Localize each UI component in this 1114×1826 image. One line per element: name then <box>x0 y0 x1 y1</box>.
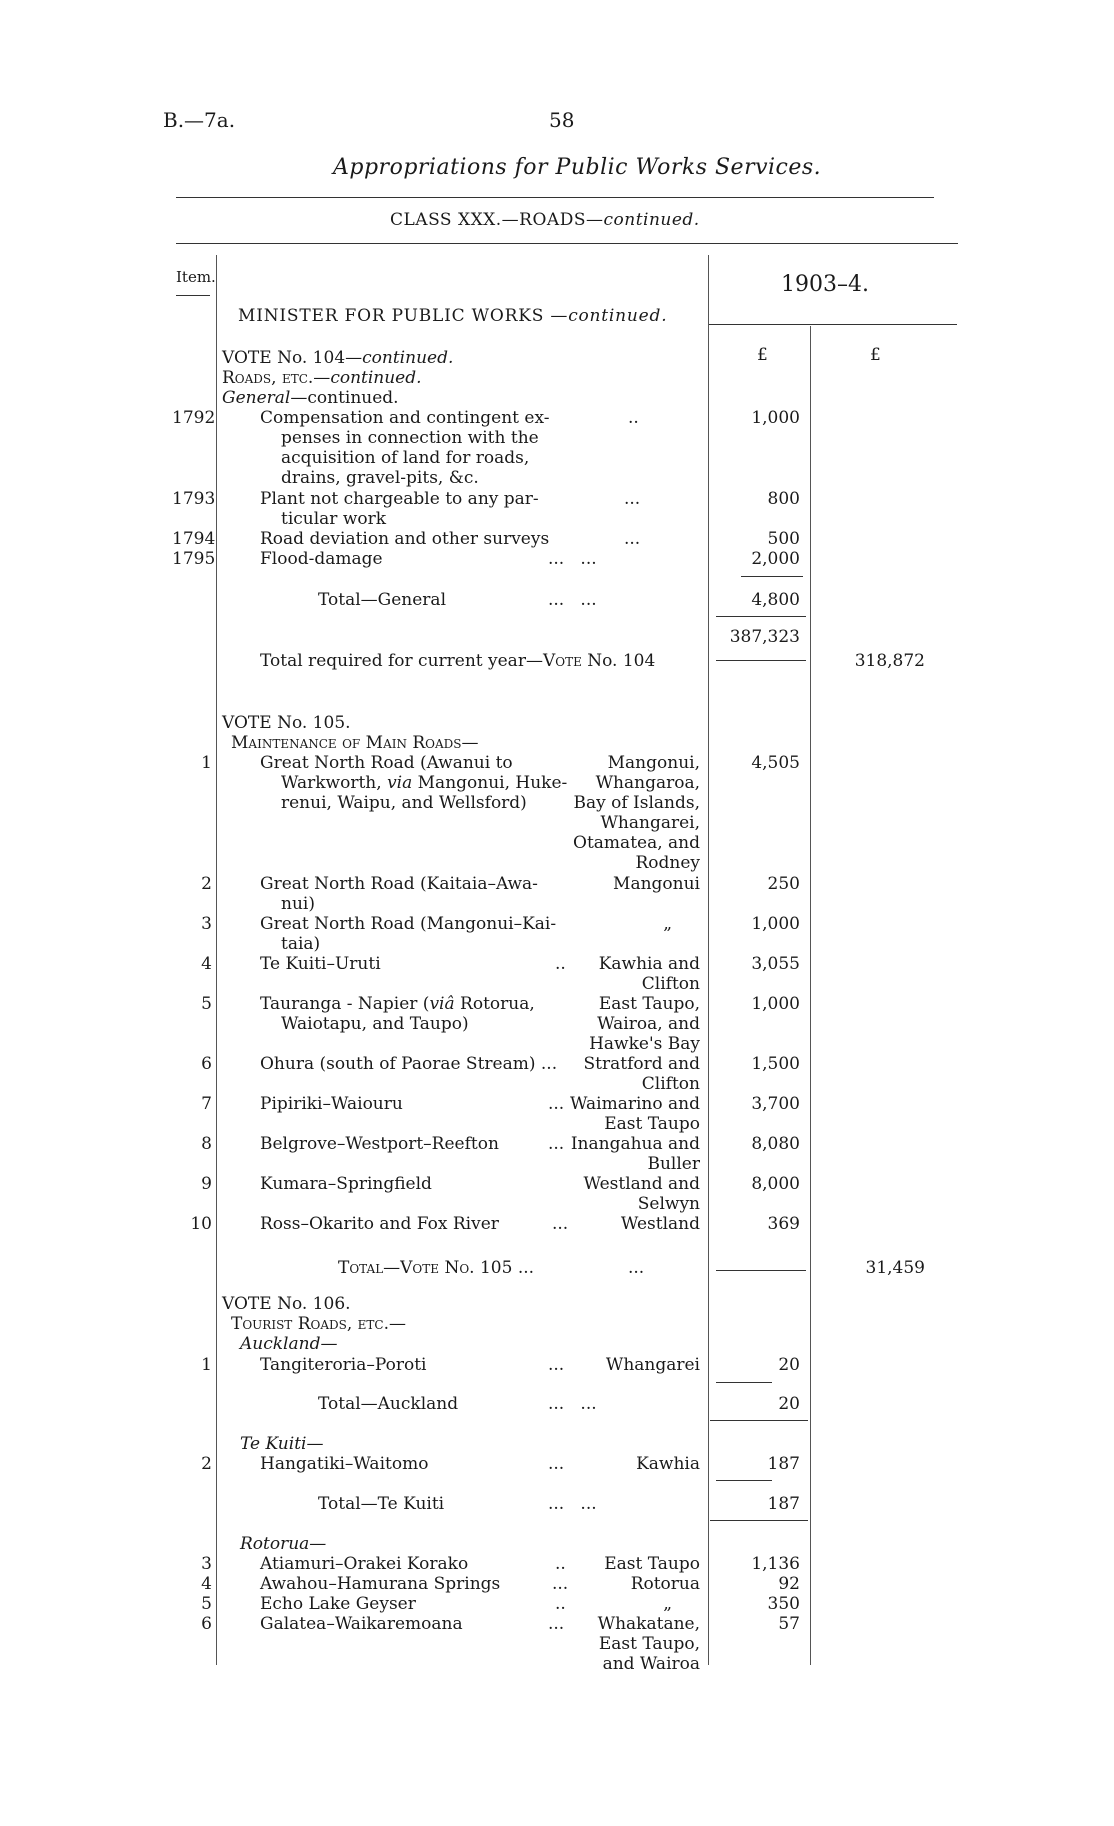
item-number: 1793 <box>172 489 216 509</box>
dots: ... <box>548 1355 565 1375</box>
vote106-heading: VOTE No. 106. <box>222 1294 351 1314</box>
rule <box>716 1382 772 1383</box>
rule <box>176 197 934 198</box>
dots: .. <box>628 408 639 428</box>
amount: 4,505 <box>751 753 800 773</box>
rule <box>716 616 806 617</box>
dots: ... <box>548 1614 565 1634</box>
item-description: Tauranga - Napier (viâ Rotorua, <box>260 994 535 1014</box>
item-number: 1792 <box>172 408 216 428</box>
item-description: Flood-damage <box>260 549 383 569</box>
item-column-header: Item. <box>176 268 216 286</box>
amount: 369 <box>767 1214 800 1234</box>
minister-heading <box>238 306 667 326</box>
amount: 20 <box>778 1355 800 1375</box>
item-description: Echo Lake Geyser <box>260 1594 416 1614</box>
tekuiti-heading: Te Kuiti— <box>240 1434 324 1454</box>
class-title <box>390 210 700 230</box>
rule <box>176 243 958 244</box>
item-description: Ross–Okarito and Fox River <box>260 1214 499 1234</box>
district: Kawhia <box>636 1454 700 1474</box>
district: Whakatane, <box>597 1614 700 1634</box>
item-description: Atiamuri–Orakei Korako <box>260 1554 469 1574</box>
item-number: 6 <box>201 1054 212 1074</box>
item-description: drains, gravel-pits, &c. <box>281 468 479 488</box>
item-description: Belgrove–Westport–Reefton <box>260 1134 499 1154</box>
via-text: via <box>387 773 413 793</box>
item-number: 2 <box>201 874 212 894</box>
item-description: Compensation and contingent ex- <box>260 408 550 428</box>
dots: ... <box>552 1214 569 1234</box>
total-auckland-amount: 20 <box>778 1394 800 1414</box>
total-general-amount: 4,800 <box>751 590 800 610</box>
total-required-no: No. 104 <box>587 651 656 671</box>
district: Whangarei <box>605 1355 700 1375</box>
item-description: Ohura (south of Paorae Stream) ... <box>260 1054 558 1074</box>
vote105-subheading: Maintenance of Main Roads— <box>231 733 479 753</box>
total-auckland-label: Total—Auckland <box>318 1394 459 1414</box>
amount-column-rule-left <box>708 255 709 1665</box>
district: „ <box>663 1594 672 1614</box>
rotorua-heading: Rotorua— <box>240 1534 327 1554</box>
item-column-rule <box>216 255 217 1665</box>
district: Inangahua and <box>570 1134 700 1154</box>
dots: ... <box>548 1134 565 1154</box>
dots: ... <box>548 1094 565 1114</box>
item-number: 1 <box>201 753 212 773</box>
rule <box>716 660 806 661</box>
district: Mangonui <box>613 874 700 894</box>
total-required-vote: Vote <box>542 651 582 671</box>
rule <box>710 1420 808 1421</box>
dots: .. <box>555 1594 566 1614</box>
item-description: Plant not chargeable to any par- <box>260 489 539 509</box>
district: Bay of Islands, <box>573 793 700 813</box>
rule <box>710 1520 808 1521</box>
amount: 8,080 <box>751 1134 800 1154</box>
amount: 3,700 <box>751 1094 800 1114</box>
item-description: acquisition of land for roads, <box>281 448 530 468</box>
minister-cont: continued. <box>568 306 668 326</box>
amount: 1,000 <box>751 408 800 428</box>
item-description: Great North Road (Awanui to <box>260 753 513 773</box>
vote105-heading: VOTE No. 105. <box>222 713 351 733</box>
item-description: Tangiteroria–Poroti <box>260 1355 427 1375</box>
vote104-general-cont: continued. <box>307 388 399 408</box>
total-general-label: Total—General <box>318 590 447 610</box>
rule <box>716 1480 772 1481</box>
item-number: 6 <box>201 1614 212 1634</box>
item-number: 1 <box>201 1355 212 1375</box>
district: Clifton <box>641 974 700 994</box>
item-description: Road deviation and other surveys <box>260 529 550 549</box>
vote104-heading-cont: continued. <box>362 348 454 368</box>
dots: ... <box>624 529 641 549</box>
class-title-cont: continued. <box>603 210 700 230</box>
via-text: viâ <box>429 994 455 1014</box>
page-title: Appropriations for Public Works Services. <box>333 155 822 180</box>
year-header: 1903–4. <box>781 272 869 297</box>
dots: ... <box>628 1258 645 1278</box>
page-number: 58 <box>549 108 575 132</box>
item-description: Awahou–Hamurana Springs <box>260 1574 501 1594</box>
district: Whangarei, <box>600 813 700 833</box>
item-number: 10 <box>190 1214 212 1234</box>
dots: ... ... <box>548 1494 597 1514</box>
rule <box>176 295 210 296</box>
vote105-total-amount: 31,459 <box>865 1258 925 1278</box>
dots: ... <box>552 1574 569 1594</box>
vote104-general <box>222 388 399 408</box>
district: Westland and <box>583 1174 700 1194</box>
amount: 1,000 <box>751 914 800 934</box>
dots: ... ... <box>548 1394 597 1414</box>
vote105-total-label: Total—Vote No. 105 ... <box>338 1258 535 1278</box>
document-code: B.—7a. <box>163 108 236 132</box>
total-tekuiti-amount: 187 <box>767 1494 800 1514</box>
district: Otamatea, and <box>573 833 700 853</box>
amount: 350 <box>767 1594 800 1614</box>
item-description: Galatea–Waikaremoana <box>260 1614 463 1634</box>
district: Mangonui, <box>607 753 700 773</box>
vote104-total-amount: 318,872 <box>854 651 925 671</box>
pound-sign-1: £ <box>757 345 768 365</box>
amount: 1,500 <box>751 1054 800 1074</box>
district: Clifton <box>641 1074 700 1094</box>
dots: .. <box>555 1554 566 1574</box>
item-number: 1795 <box>172 549 216 569</box>
auckland-heading: Auckland— <box>240 1334 338 1354</box>
amount: 57 <box>778 1614 800 1634</box>
district: Hawke's Bay <box>589 1034 700 1054</box>
amount: 3,055 <box>751 954 800 974</box>
item-description: Hangatiki–Waitomo <box>260 1454 429 1474</box>
vote104-heading <box>222 348 453 368</box>
district: East Taupo <box>604 1554 700 1574</box>
dots: ... ... <box>548 549 597 569</box>
item-description: Great North Road (Kaitaia–Awa- <box>260 874 538 894</box>
dots: ... <box>548 1454 565 1474</box>
item-number: 2 <box>201 1454 212 1474</box>
district: Whangaroa, <box>595 773 700 793</box>
item-number: 4 <box>201 954 212 974</box>
dots: ... ... <box>548 590 597 610</box>
item-number: 5 <box>201 994 212 1014</box>
amount: 187 <box>767 1454 800 1474</box>
amount: 1,000 <box>751 994 800 1014</box>
vote104-general-text: General— <box>222 388 308 408</box>
district: Selwyn <box>637 1194 700 1214</box>
district: and Wairoa <box>602 1654 700 1674</box>
item-number: 7 <box>201 1094 212 1114</box>
item-description: Great North Road (Mangonui–Kai- <box>260 914 557 934</box>
vote106-subheading: Tourist Roads, etc.— <box>231 1314 406 1334</box>
district: Stratford and <box>583 1054 700 1074</box>
item-number: 5 <box>201 1594 212 1614</box>
item-number: 3 <box>201 1554 212 1574</box>
dots: ... <box>624 489 641 509</box>
vote104-heading-text: VOTE No. 104— <box>222 348 363 368</box>
amount: 1,136 <box>751 1554 800 1574</box>
item-description: Pipiriki–Waiouru <box>260 1094 403 1114</box>
item-description: nui) <box>281 894 315 914</box>
district: Westland <box>620 1214 700 1234</box>
amount: 2,000 <box>751 549 800 569</box>
dots: .. <box>555 954 566 974</box>
class-title-text: CLASS XXX.—ROADS— <box>390 210 604 230</box>
district: „ <box>663 914 672 934</box>
rule <box>709 324 957 325</box>
item-description: ticular work <box>281 509 387 529</box>
district: East Taupo <box>604 1114 700 1134</box>
district: Buller <box>647 1154 700 1174</box>
item-description: Te Kuiti–Uruti <box>260 954 381 974</box>
item-description: renui, Waipu, and Wellsford) <box>281 793 527 813</box>
vote104-sub-cont: continued. <box>330 368 422 388</box>
pound-sign-2: £ <box>870 345 881 365</box>
amount: 92 <box>778 1574 800 1594</box>
amount: 800 <box>767 489 800 509</box>
district: East Taupo, <box>598 994 700 1014</box>
item-description: penses in connection with the <box>281 428 539 448</box>
item-number: 4 <box>201 1574 212 1594</box>
total-required-row <box>260 651 655 671</box>
amount: 250 <box>767 874 800 894</box>
item-number: 9 <box>201 1174 212 1194</box>
item-description: Kumara–Springfield <box>260 1174 432 1194</box>
amount-column-rule-mid <box>810 326 811 1665</box>
total-required-label: Total required for current year— <box>260 651 543 671</box>
vote104-sub-text: Roads, etc.— <box>222 368 331 388</box>
district: East Taupo, <box>598 1634 700 1654</box>
amount: 500 <box>767 529 800 549</box>
item-description: Warkworth, via Mangonui, Huke- <box>281 773 568 793</box>
district: Wairoa, and <box>597 1014 700 1034</box>
total-tekuiti-label: Total—Te Kuiti <box>318 1494 445 1514</box>
rule <box>716 1270 806 1271</box>
district: Rodney <box>635 853 700 873</box>
item-number: 1794 <box>172 529 216 549</box>
district: Rotorua <box>630 1574 700 1594</box>
amount: 8,000 <box>751 1174 800 1194</box>
vote104-subheading <box>222 368 422 388</box>
item-description: Waiotapu, and Taupo) <box>281 1014 469 1034</box>
item-number: 3 <box>201 914 212 934</box>
item-number: 8 <box>201 1134 212 1154</box>
minister-label: MINISTER FOR PUBLIC WORKS — <box>238 306 569 326</box>
district: Kawhia and <box>598 954 700 974</box>
district: Waimarino and <box>570 1094 700 1114</box>
vote104-subtotal: 387,323 <box>729 627 800 647</box>
item-description: taia) <box>281 934 321 954</box>
rule <box>741 576 803 577</box>
